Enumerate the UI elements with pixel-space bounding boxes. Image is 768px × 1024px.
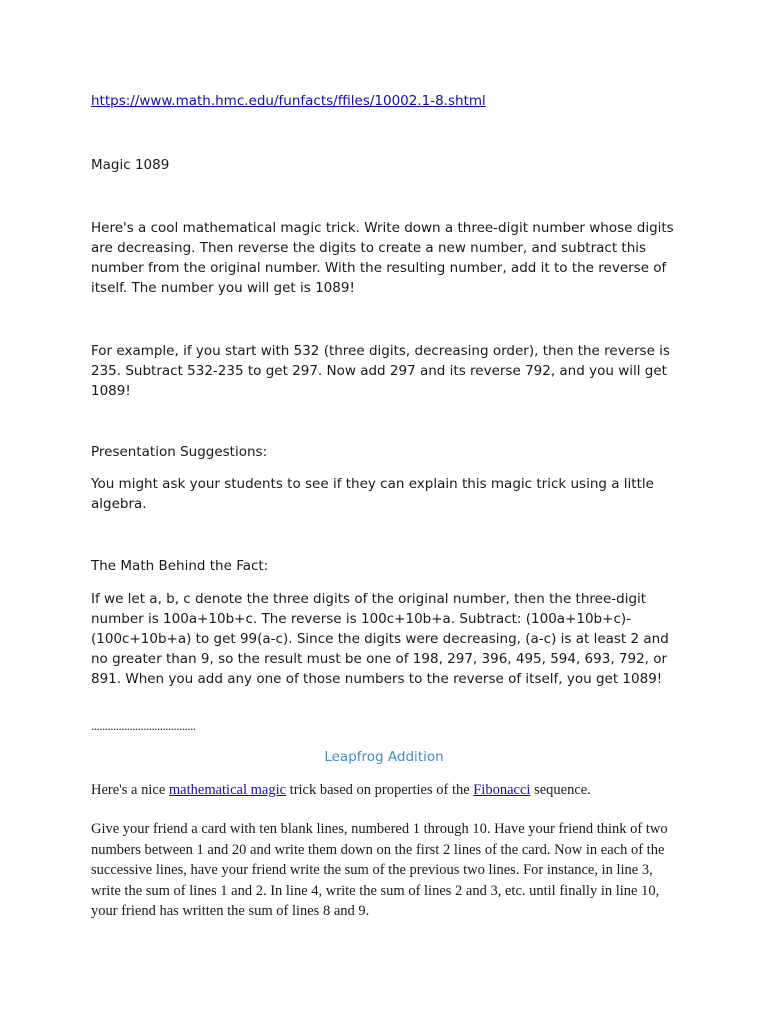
leapfrog-intro-text-3: sequence.: [530, 782, 591, 798]
example-paragraph: For example, if you start with 532 (three digits, decreasing order), then the reverse is 235. Subtract 532-235 to get 297. Now add 297 and its reverse 792, and you will get 1089!: [91, 343, 670, 399]
intro-paragraph: Here's a cool mathematical magic trick. Write down a three-digit number whose digits are decreasing. Then reverse the digits to create a new number, and subtract this number from the original number. With the resulting number, add it to the reverse of itself. The number you will get is 1089!: [91, 220, 674, 296]
mathematical-magic-link[interactable]: mathematical magic: [168, 782, 287, 798]
math-heading: The Math Behind the Fact:: [91, 558, 269, 574]
leapfrog-intro-text-1: Here's a nice: [91, 782, 169, 798]
source-url-line: [91, 91, 681, 111]
leapfrog-intro-text-2: trick based on properties of the: [286, 782, 474, 798]
separator-dots: ......................................: [91, 718, 196, 733]
presentation-heading: Presentation Suggestions:: [91, 444, 268, 460]
fibonacci-link[interactable]: Fibonacci: [473, 782, 531, 798]
source-url-link[interactable]: https://www.math.hmc.edu/funfacts/ffiles/10002.1-8.shtml: [91, 93, 486, 109]
leapfrog-heading: Leapfrog Addition: [324, 749, 444, 765]
presentation-paragraph: You might ask your students to see if they can explain this magic trick using a little algebra.: [91, 476, 654, 512]
math-paragraph: If we let a, b, c denote the three digits of the original number, then the three-digit number is 100a+10b+c. The reverse is 100c+10b+a. Subtract: (100a+10b+c)-(100c+10b+a) to get 99(a-c). Since the digits were decreasing, (a-c) is at least 2 and no greater than 9, so the result must be one of 198, 297, 396, 495, 594, 693, 792, or 891. When you add any one of those numbers to the reverse of itself, you get 1089!: [91, 591, 669, 687]
leapfrog-instructions-paragraph: Give your friend a card with ten blank lines, numbered 1 through 10. Have your friend think of two numbers between 1 and 20 and write them down on the first 2 lines of the card. Now in each of the successive lines, have your friend write the sum of the previous two lines. For instance, in line 3, write the sum of lines 1 and 2. In line 4, write the sum of lines 2 and 3, etc. until finally in line 10, your friend has written the sum of lines 8 and 9.: [91, 821, 668, 919]
page-title: Magic 1089: [91, 157, 170, 173]
leapfrog-intro-paragraph: [91, 780, 681, 801]
